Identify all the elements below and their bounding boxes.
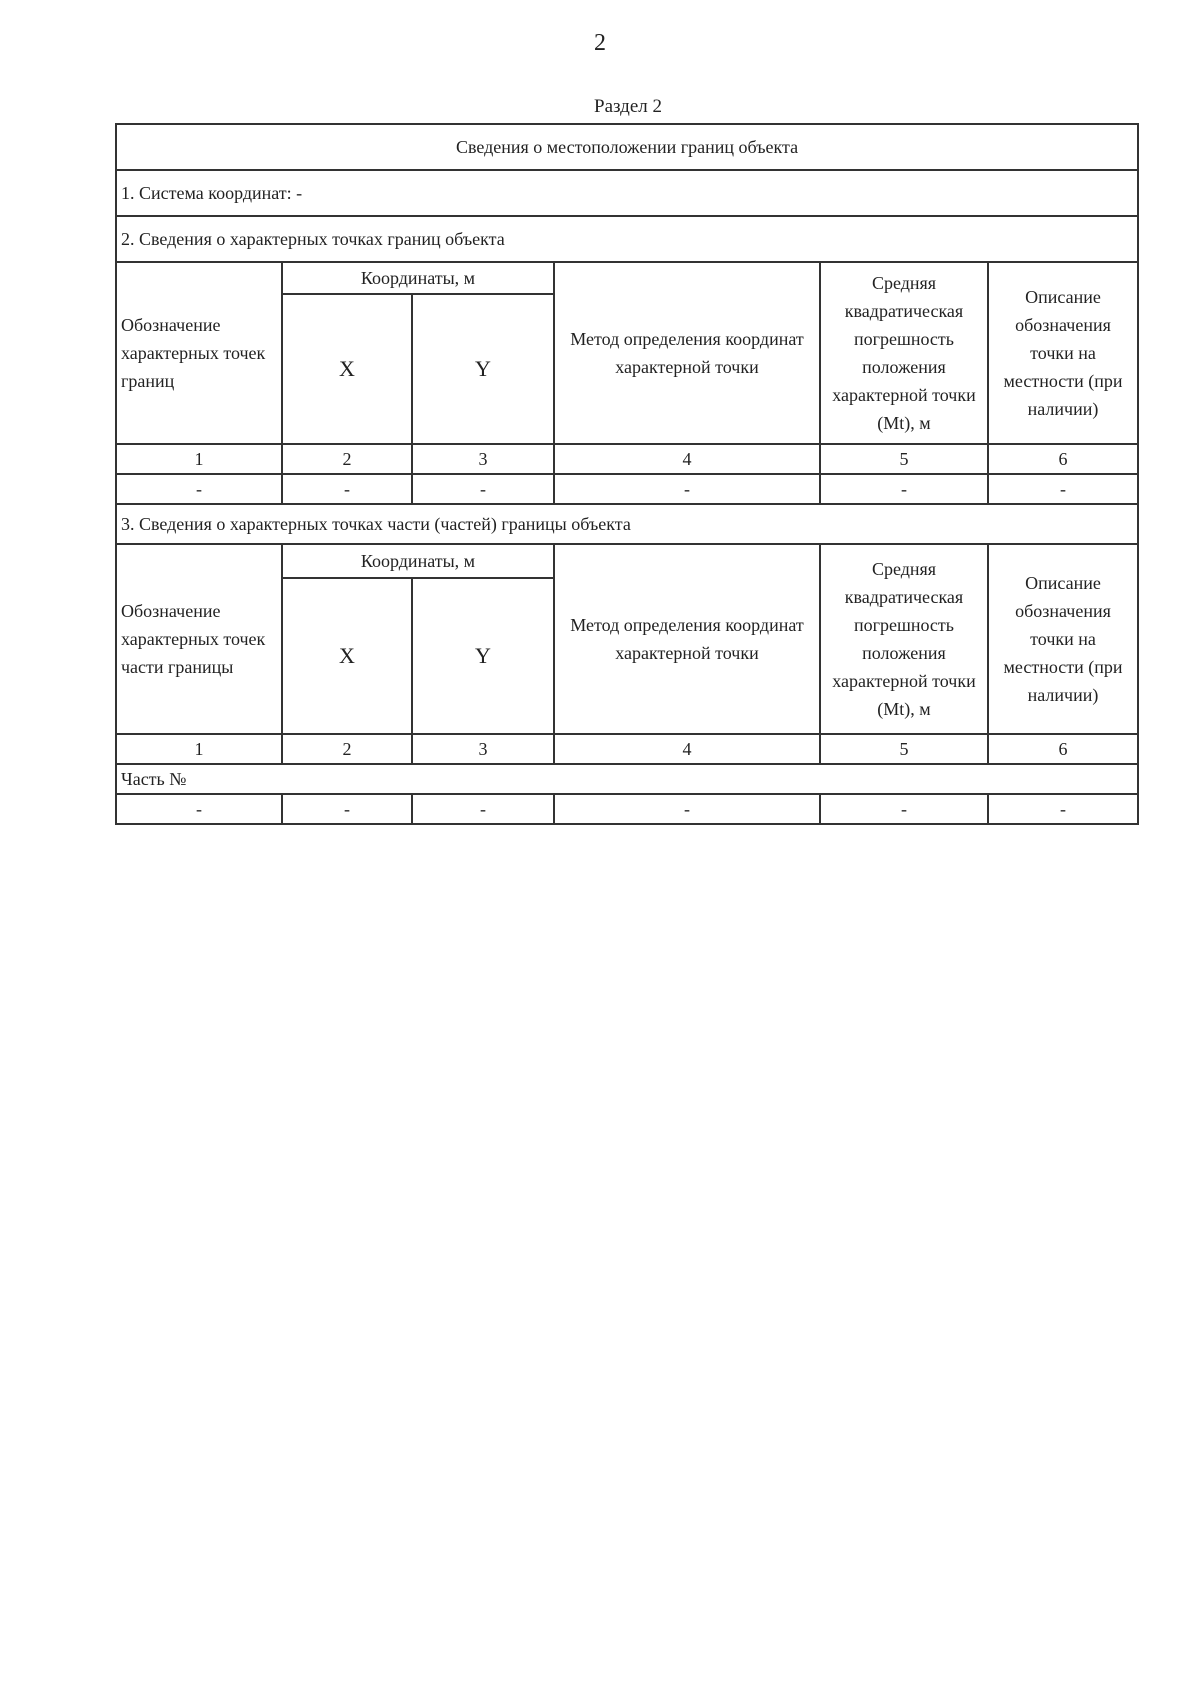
block2-number: 1	[116, 444, 282, 474]
table-title: Сведения о местоположении границ объекта	[116, 124, 1138, 170]
block2-cell: -	[116, 474, 282, 504]
block3-x-header: X	[282, 578, 412, 734]
block3-cell: -	[820, 794, 988, 824]
block3-cell: -	[412, 794, 554, 824]
block2-number: 5	[820, 444, 988, 474]
block2-x-header: X	[282, 294, 412, 444]
block2-cell: -	[820, 474, 988, 504]
block2-method-header: Метод определения координат характерной точки	[554, 262, 820, 444]
block3-col1-header: Обозначение характерных точек части границы	[116, 544, 282, 734]
block2-coords-header: Координаты, м	[282, 262, 554, 294]
block2-desc-header: Описание обозначения точки на местности (при наличии)	[988, 262, 1138, 444]
block3-heading-row	[116, 504, 1138, 544]
block2-y-header: Y	[412, 294, 554, 444]
block2-number: 2	[282, 444, 412, 474]
block3-part-label: Часть №	[116, 764, 1138, 794]
block2-heading: 2. Сведения о характерных точках границ объекта	[116, 216, 1138, 262]
block2-cell: -	[412, 474, 554, 504]
coord-system-row	[116, 170, 1138, 216]
block3-method-header: Метод определения координат характерной точки	[554, 544, 820, 734]
block3-data-row	[116, 794, 1138, 824]
block3-error-header: Средняя квадратическая погрешность положения характерной точки (Mt), м	[820, 544, 988, 734]
block3-header-row-1	[116, 544, 1138, 578]
block3-coords-header: Координаты, м	[282, 544, 554, 578]
block3-y-header: Y	[412, 578, 554, 734]
block3-number: 1	[116, 734, 282, 764]
block2-cell: -	[554, 474, 820, 504]
block2-data-row	[116, 474, 1138, 504]
block3-number: 6	[988, 734, 1138, 764]
table-title-row	[116, 124, 1138, 170]
block3-number: 5	[820, 734, 988, 764]
block3-desc-header: Описание обозначения точки на местности (при наличии)	[988, 544, 1138, 734]
block2-cell: -	[282, 474, 412, 504]
block3-cell: -	[116, 794, 282, 824]
block2-number: 3	[412, 444, 554, 474]
block2-col1-header: Обозначение характерных точек границ	[116, 262, 282, 444]
block3-heading: 3. Сведения о характерных точках части (частей) границы объекта	[116, 504, 1138, 544]
block3-cell: -	[282, 794, 412, 824]
block3-number: 4	[554, 734, 820, 764]
block2-error-header: Средняя квадратическая погрешность положения характерной точки (Mt), м	[820, 262, 988, 444]
block3-part-row	[116, 764, 1138, 794]
block2-header-row-1	[116, 262, 1138, 294]
block2-number: 4	[554, 444, 820, 474]
block3-number: 3	[412, 734, 554, 764]
page-number: 2	[594, 30, 606, 56]
coord-system-label: 1. Система координат: -	[116, 170, 1138, 216]
block3-number: 2	[282, 734, 412, 764]
boundary-table	[115, 123, 1139, 825]
block3-number-row	[116, 734, 1138, 764]
block2-heading-row	[116, 216, 1138, 262]
section-title: Раздел 2	[594, 96, 662, 117]
block2-number-row	[116, 444, 1138, 474]
block3-cell: -	[554, 794, 820, 824]
block2-cell: -	[988, 474, 1138, 504]
block2-number: 6	[988, 444, 1138, 474]
block3-cell: -	[988, 794, 1138, 824]
